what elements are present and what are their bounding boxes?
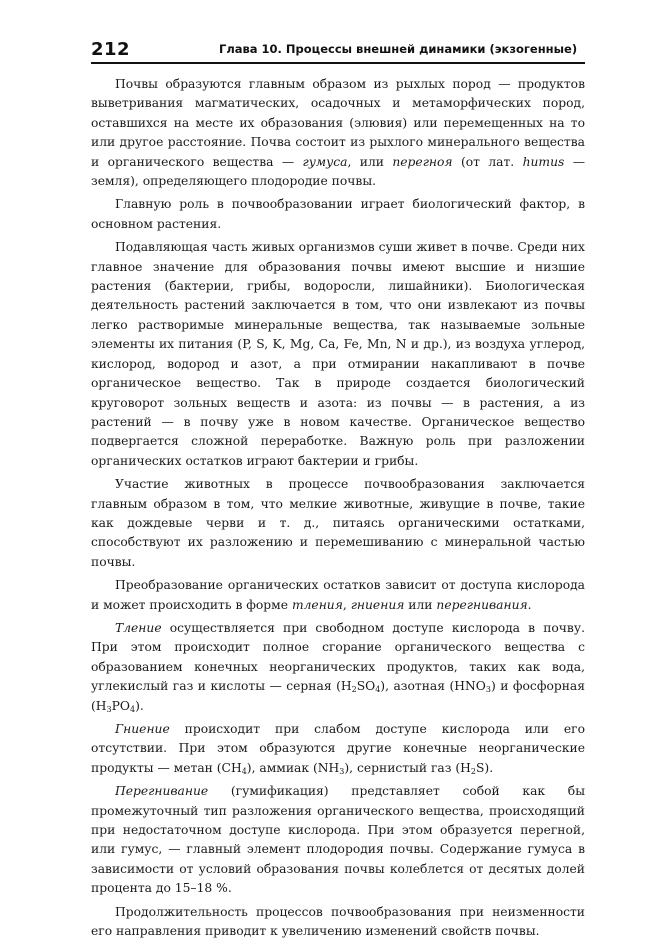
- text-run: Преобразование органических остатков зависит от доступа кислорода и может происходить в форме: [91, 578, 585, 612]
- paragraph-animals: Участие животных в процессе почвообразования заключается главным образом в том, что мелкие животные, живущие в почве, такие как дождевые черви и т. д., питаясь органическими остатками, способствуют их разложению и перемешиванию с минеральной частью почвы.: [91, 477, 585, 569]
- text-run: ) и фосфорная (H: [91, 679, 586, 713]
- paragraph-soil-formation: [91, 75, 585, 191]
- subscript: 4: [375, 685, 381, 695]
- text-run: S).: [476, 760, 494, 775]
- page-number: 212: [91, 39, 131, 60]
- subscript: 2: [351, 685, 357, 695]
- term-tlenie: тления: [291, 597, 343, 612]
- text-run: SO: [356, 679, 376, 694]
- text-run: осуществляется при свободном доступе кислорода в почву. При этом происходит полное сгорание органического вещества с образованием конечных неорганических продуктов, таких как вода, углекислый газ и кислоты — серная (H: [91, 620, 585, 694]
- subscript: 4: [241, 766, 247, 776]
- subscript: 3: [485, 685, 491, 695]
- page-header: [91, 38, 585, 64]
- text-run: происходит при слабом доступе кислорода или его отсутствии. При этом образуются другие конечные неорганические продукты — метан (CH: [91, 722, 585, 775]
- paragraph-tlenie: [91, 619, 585, 716]
- term-latin-humus: humus: [522, 154, 565, 169]
- term-peregnivanie: перегнивания: [436, 597, 528, 612]
- text-run: ).: [135, 698, 144, 713]
- subscript: 2: [470, 766, 476, 776]
- text-run: — земля), определяющего плодородие почвы.: [91, 154, 585, 189]
- text-run: Почвы образуются главным образом из рыхлых пород — продуктов выветривания магматических, осадочных и метаморфических пород, оставшихся на месте их образования (элювия) или перемещенных на то или другое расстояние. Почва состоит из рыхлого минерального вещества и органического вещества —: [91, 77, 585, 169]
- paragraph-living-organisms: Подавляющая часть живых организмов суши живет в почве. Среди них главное значение для образования почвы имеют высшие и низшие растения (бактерии, грибы, водоросли, лишайники). Биологическая деятельность растений заключается в том, что они извлекают из почвы легко растворимые минеральные вещества, так называемые зольные элементы их питания (P, S, K, Mg, Ca, Fe, Mn, N и др.), из воздуха углерод, кислород, водород и азот, а при отмирании накапливают в почве органическое вещество. Так в природе создается биологический круговорот зольных веществ и азота: из почвы — в растения, а из растений — в почву уже в новом качестве. Органическое вещество подвергается сложной переработке. Важную роль при разложении органических остатков играют бактерии и грибы.: [91, 240, 585, 468]
- text-run: ), сернистый газ (H: [344, 760, 471, 775]
- text-run: ), аммиак (NH: [246, 760, 340, 775]
- paragraph-transformation: [91, 576, 585, 615]
- text-run: PO: [111, 698, 130, 713]
- text-run: (от лат.: [452, 154, 523, 169]
- paragraph-biological-factor: Главную роль в почвообразовании играет биологический фактор, в основном растения.: [91, 197, 585, 231]
- text-run: или: [404, 597, 437, 612]
- text-run: ), азотная (HNO: [380, 679, 486, 694]
- paragraph-peregnivanie: [91, 782, 585, 898]
- term-pereglnoy: перегноя: [392, 154, 453, 169]
- text-run: .: [527, 597, 532, 612]
- term-tlenie: Тление: [115, 620, 162, 635]
- text-run: , или: [347, 154, 393, 169]
- term-gnienie: гниения: [350, 597, 405, 612]
- paragraph-gnienie: [91, 720, 585, 778]
- text-run: (гумификация) представляет собой как бы промежуточный тип разложения органического вещества, происходящий при недостаточном доступе кислорода. При этом образуется перегной, или гумус, — главный элемент плодородия почвы. Содержание гумуса в зависимости от условий образования почвы колеблется от десятых долей процента до 15–18 %.: [91, 784, 585, 896]
- paragraph-duration: Продолжительность процессов почвообразования при неизменности его направления приводит к увеличению изменений свойств почвы.: [91, 904, 585, 939]
- text-run: ,: [342, 597, 351, 612]
- running-head: Глава 10. Процессы внешней динамики (экзогенные): [219, 42, 578, 56]
- subscript: 3: [339, 766, 345, 776]
- subscript: 3: [106, 704, 112, 714]
- subscript: 4: [129, 704, 136, 714]
- term-peregnivanie: Перегнивание: [115, 784, 209, 799]
- body-text: [91, 75, 585, 945]
- term-gnienie: Гниение: [115, 722, 170, 736]
- term-humus: гумуса: [302, 154, 348, 169]
